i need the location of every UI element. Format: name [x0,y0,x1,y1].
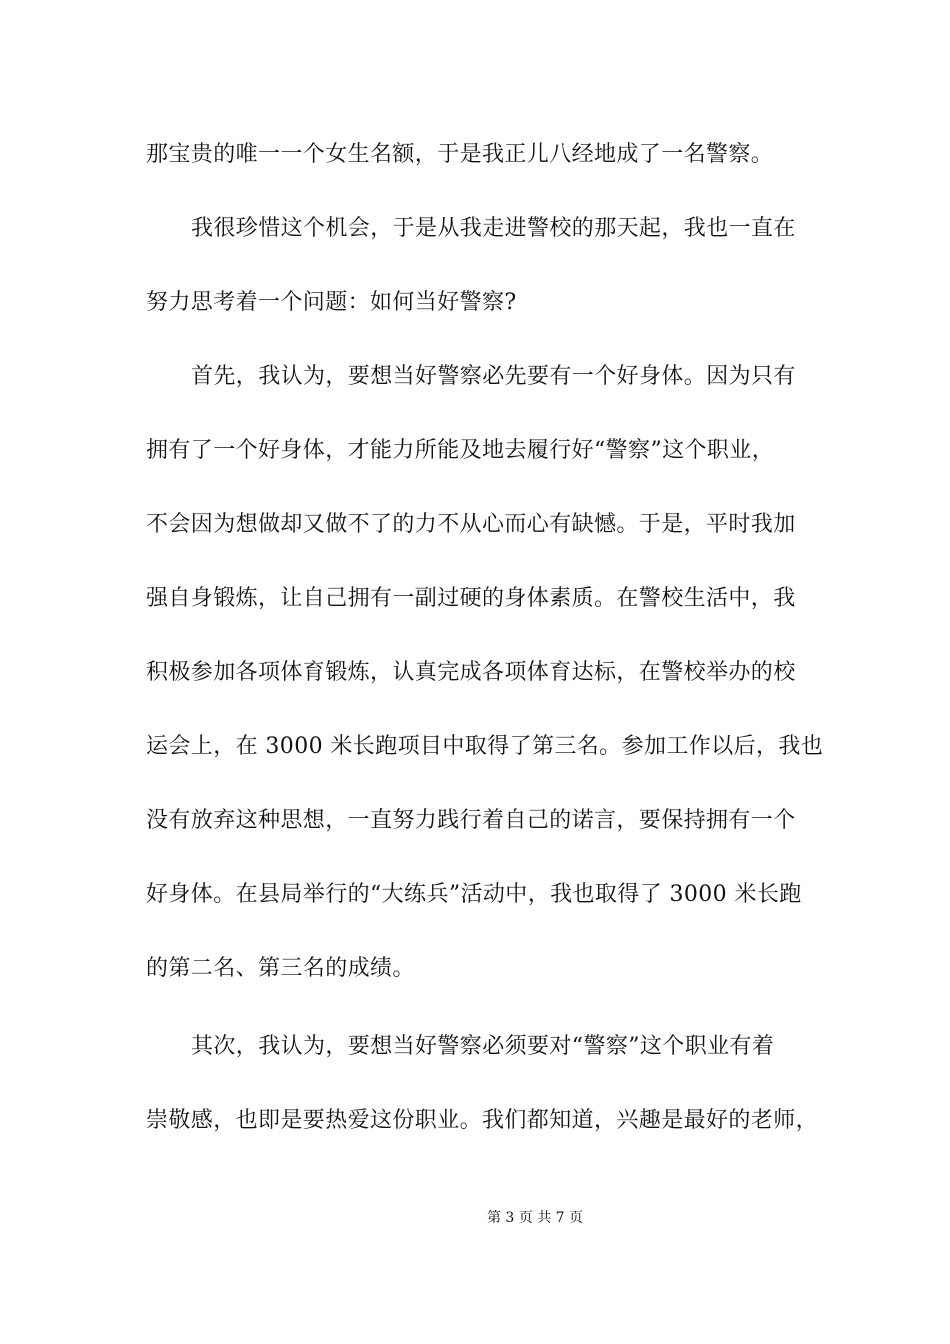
paragraph-line: 其次，我认为，要想当好警察必须要对“警察”这个职业有着 [191,1034,775,1059]
paragraph-line: 的第二名、第三名的成绩。 [146,956,415,981]
page-number-footer: 第 3 页 共 7 页 [486,1210,584,1226]
paragraph-line: 努力思考着一个问题：如何当好警察? [146,290,517,315]
paragraph-line: 好身体。在县局举行的“大练兵”活动中，我也取得了 3000 米长跑 [146,882,802,907]
paragraph-line: 拥有了一个好身体，才能力所能及地去履行好“警察”这个职业， [146,438,775,463]
paragraph-line: 首先，我认为，要想当好警察必先要有一个好身体。因为只有 [191,364,796,389]
paragraph-line: 那宝贵的唯一一个女生名额，于是我正儿八经地成了一名警察。 [146,142,774,167]
paragraph-line: 运会上，在 3000 米长跑项目中取得了第三名。参加工作以后，我也 [146,734,824,759]
paragraph-line: 强自身锻炼，让自己拥有一副过硬的身体素质。在警校生活中，我 [146,586,796,611]
paragraph-line: 不会因为想做却又做不了的力不从心而心有缺憾。于是，平时我加 [146,512,796,537]
paragraph-line: 我很珍惜这个机会，于是从我走进警校的那天起，我也一直在 [191,216,796,241]
paragraph-line: 崇敬感，也即是要热爱这份职业。我们都知道，兴趣是最好的老师， [146,1108,819,1133]
paragraph-line: 积极参加各项体育锻炼，认真完成各项体育达标，在警校举办的校 [146,660,796,685]
paragraph-line: 没有放弃这种思想，一直努力践行着自己的诺言，要保持拥有一个 [146,808,796,833]
